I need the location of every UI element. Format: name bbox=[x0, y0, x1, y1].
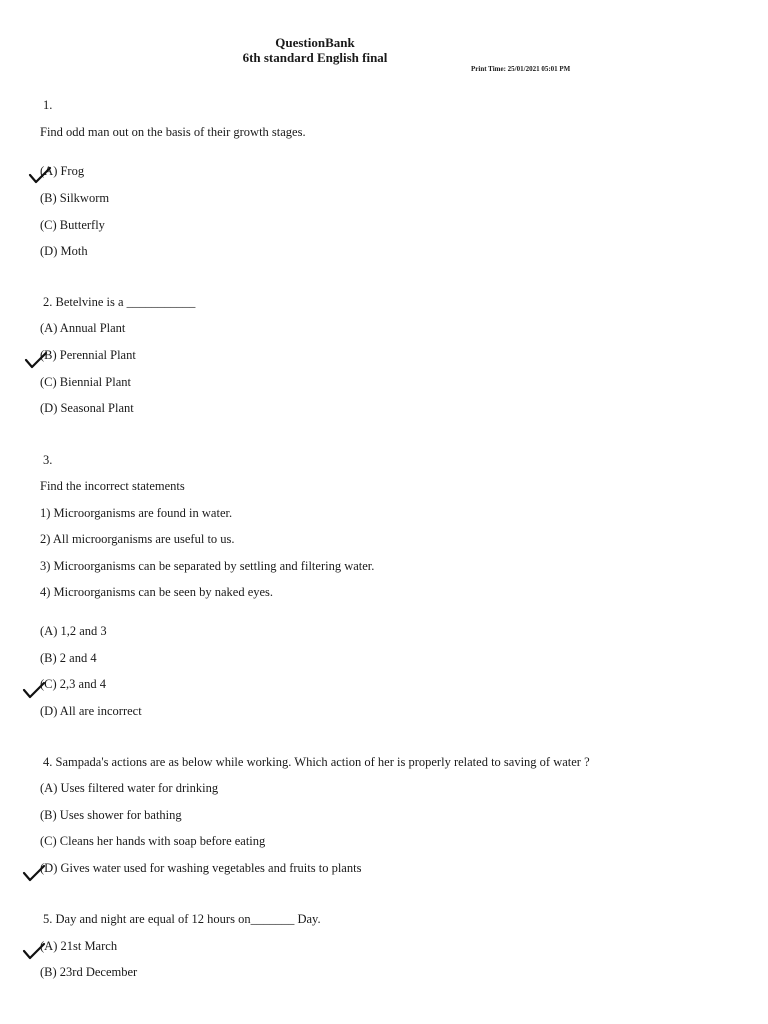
question-5-text: 5. Day and night are equal of 12 hours on_______ Day. bbox=[43, 912, 321, 926]
question-4-text: 4. Sampada's actions are as below while working. Which action of her is properly related to saving of water ? bbox=[43, 755, 590, 769]
question-4-option-c: (C) Cleans her hands with soap before eating bbox=[40, 834, 266, 848]
checkmark-icon bbox=[24, 351, 48, 369]
question-4-option-d: (D) Gives water used for washing vegetables and fruits to plants bbox=[40, 861, 362, 875]
question-3-text: Find the incorrect statements bbox=[40, 479, 185, 493]
question-3-statement-2: 2) All microorganisms are useful to us. bbox=[40, 532, 235, 546]
question-5-option-a: (A) 21st March bbox=[40, 939, 118, 953]
question-2-option-b: (B) Perennial Plant bbox=[40, 348, 136, 362]
checkmark-icon bbox=[22, 942, 46, 960]
question-1-option-d: (D) Moth bbox=[40, 244, 88, 258]
question-3-option-d: (D) All are incorrect bbox=[40, 704, 142, 718]
question-4-option-a: (A) Uses filtered water for drinking bbox=[40, 781, 219, 795]
question-3-option-b: (B) 2 and 4 bbox=[40, 651, 97, 665]
question-1-number: 1. bbox=[43, 98, 53, 112]
page-subtitle: 6th standard English final bbox=[242, 50, 388, 65]
question-2-text: 2. Betelvine is a ___________ bbox=[43, 295, 196, 309]
checkmark-icon bbox=[22, 681, 46, 699]
question-3-option-c: (C) 2,3 and 4 bbox=[40, 677, 106, 691]
checkmark-icon bbox=[28, 166, 52, 184]
checkmark-icon bbox=[22, 864, 46, 882]
question-2-option-c: (C) Biennial Plant bbox=[40, 375, 131, 389]
question-5-option-b: (B) 23rd December bbox=[40, 965, 138, 979]
question-3-statement-3: 3) Microorganisms can be separated by settling and filtering water. bbox=[40, 559, 375, 573]
question-1-option-b: (B) Silkworm bbox=[40, 191, 110, 205]
question-3-statement-1: 1) Microorganisms are found in water. bbox=[40, 506, 233, 520]
question-1-option-c: (C) Butterfly bbox=[40, 218, 105, 232]
question-1-text: Find odd man out on the basis of their growth stages. bbox=[40, 125, 306, 139]
question-3-statement-4: 4) Microorganisms can be seen by naked eyes. bbox=[40, 585, 274, 599]
question-3-option-a: (A) 1,2 and 3 bbox=[40, 624, 107, 638]
question-2-option-a: (A) Annual Plant bbox=[40, 321, 126, 335]
question-2-option-d: (D) Seasonal Plant bbox=[40, 401, 134, 415]
question-4-option-b: (B) Uses shower for bathing bbox=[40, 808, 182, 822]
print-time: Print Time: 25/01/2021 05:01 PM bbox=[471, 65, 571, 73]
page-title: QuestionBank bbox=[275, 35, 355, 50]
question-1-option-a: (A) Frog bbox=[40, 164, 85, 178]
question-3-number: 3. bbox=[43, 453, 53, 467]
